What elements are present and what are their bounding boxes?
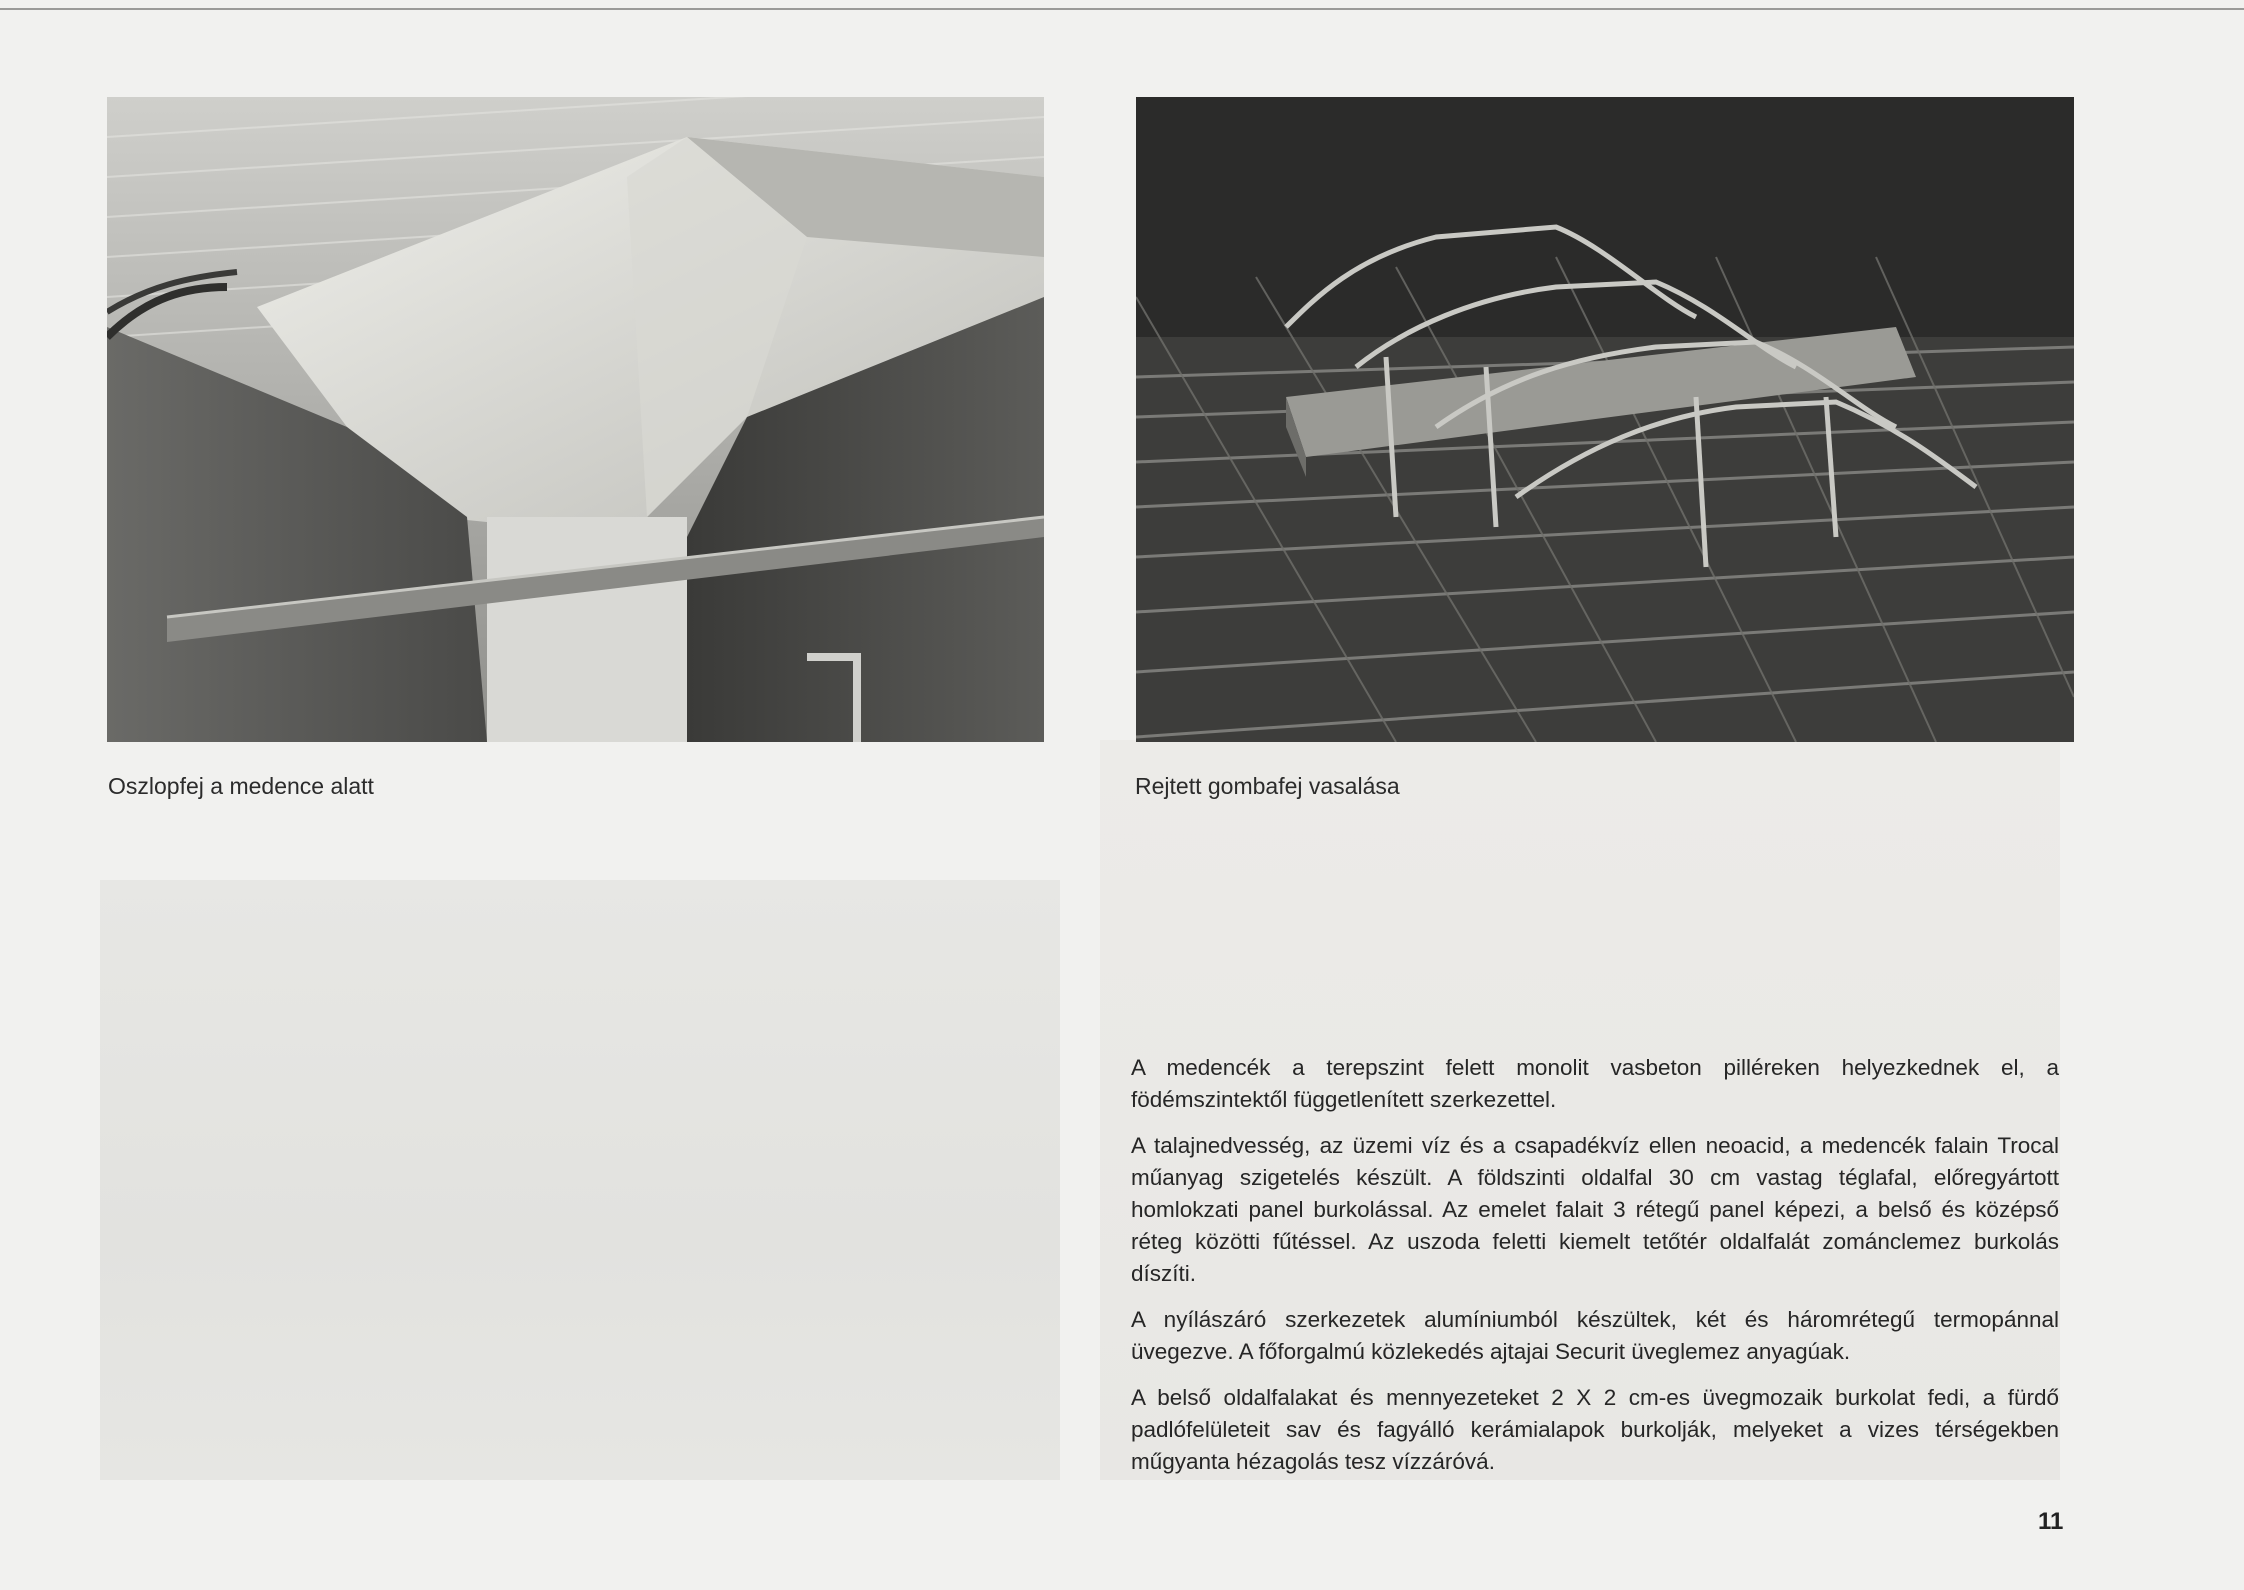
page-number: 11 xyxy=(2038,1508,2064,1535)
body-text xyxy=(1131,1052,2059,1492)
photo-column-head xyxy=(107,97,1044,742)
paragraph: A belső oldalfalakat és mennyezeteket 2 X 2 cm-es üvegmozaik burkolat fedi, a fürdő padlófelületeit sav és fagyálló kerámialapok burkolják, melyeket a vizes térségekben műgyanta hézagolás tesz vízzáróvá. xyxy=(1131,1385,2059,1474)
paragraph: A talajnedvesség, az üzemi víz és a csapadékvíz ellen neoacid, a medencék falain Trocal műanyag szigetelés készült. A földszinti oldalfal 30 cm vastag téglafal, előregyártott homlokzati panel burkolással. Az emelet falait 3 rétegű panel képezi, a belső és középső réteg közötti fűtéssel. Az uszoda feletti kiemelt tetőtér oldalfalát zománclemez burkolás díszíti. xyxy=(1131,1133,2059,1286)
show-through-background xyxy=(100,880,1060,1480)
caption-left: Oszlopfej a medence alatt xyxy=(108,773,374,799)
photo-reinforcement xyxy=(1136,97,2074,742)
caption-right: Rejtett gombafej vasalása xyxy=(1135,773,1400,799)
paragraph: A nyílászáró szerkezetek alumíniumból készültek, két és háromrétegű termopánnal üvegezve. A főforgalmú közlekedés ajtajai Securit üveglemez anyagúak. xyxy=(1131,1307,2059,1364)
page-top-rule xyxy=(0,8,2244,10)
paragraph: A medencék a terepszint felett monolit vasbeton pilléreken helyezkednek el, a födémszintektől függetlenített szerkezettel. xyxy=(1131,1055,2059,1112)
